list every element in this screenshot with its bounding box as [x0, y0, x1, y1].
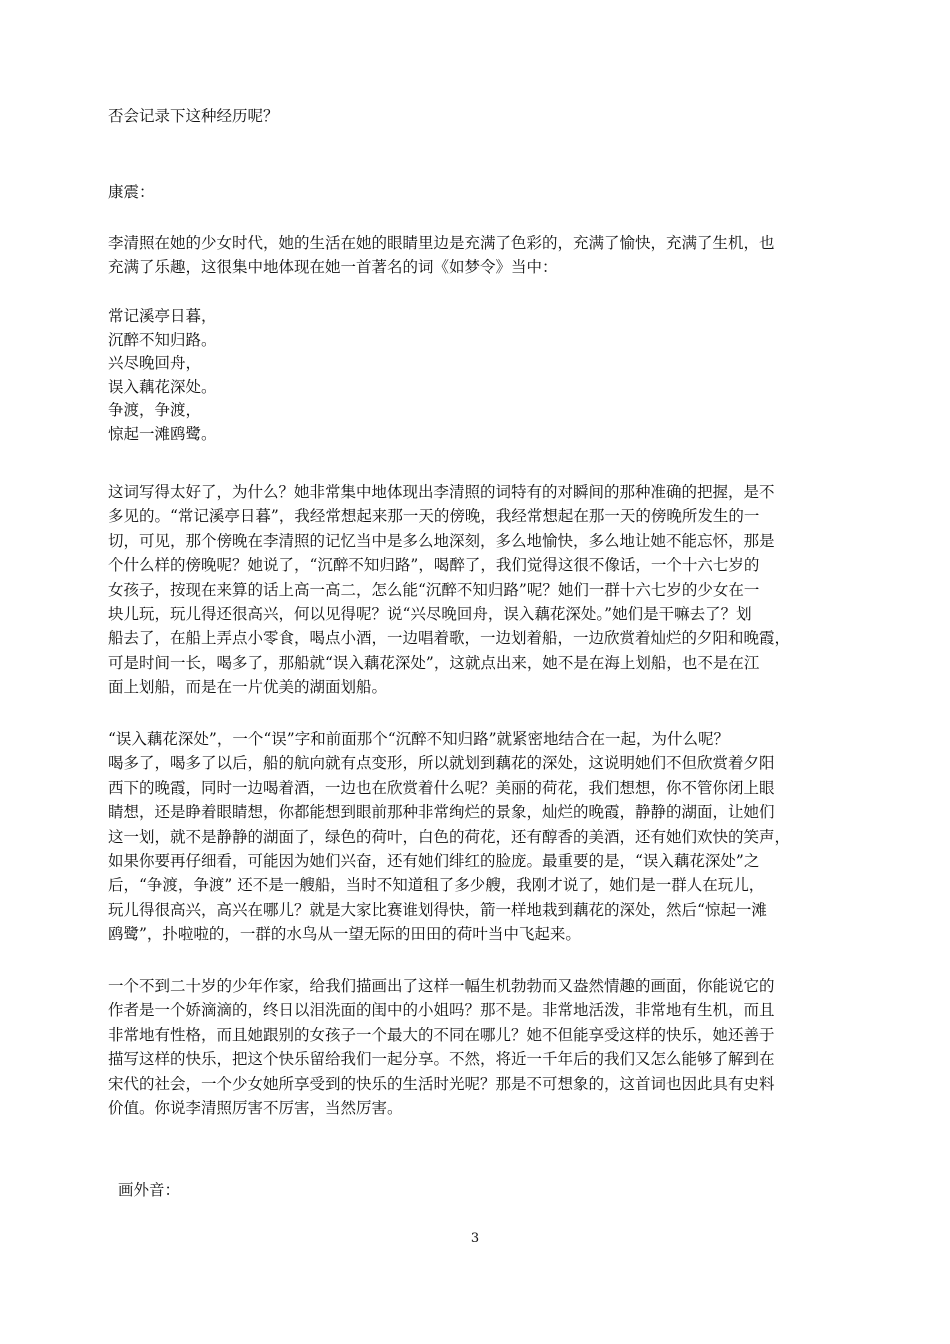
paragraph-line: 喝多了，喝多了以后，船的航向就有点变形，所以就划到藕花的深处，这说明她们不但欣赏着夕阳 [108, 754, 775, 773]
paragraph-line: 块儿玩，玩儿得还很高兴，何以见得呢？说“兴尽晚回舟，误入藕花深处。”她们是干嘛去了？划 [108, 604, 752, 623]
paragraph-line: 如果你要再仔细看，可能因为她们兴奋，还有她们绯红的脸庞。最重要的是，“误入藕花深处”之 [108, 851, 760, 870]
paragraph-line: 玩儿得很高兴，高兴在哪儿？就是大家比赛谁划得快，箭一样地栽到藕花的深处，然后“惊起一滩 [108, 900, 767, 919]
paragraph-2 [108, 480, 848, 700]
paragraph-line: 非常地有性格，而且她跟别的女孩子一个最大的不同在哪儿？她不但能享受这样的快乐，她还善于 [108, 1025, 775, 1044]
paragraph-line: 这词写得太好了，为什么？她非常集中地体现出李清照的词特有的对瞬间的那种准确的把握，是不 [108, 483, 775, 501]
paragraph-3 [108, 727, 848, 947]
paragraph-1 [108, 231, 848, 280]
paragraph-line: 描写这样的快乐，把这个快乐留给我们一起分享。不然，将近一千年后的我们又怎么能够了解到在 [108, 1050, 775, 1069]
poem-line: 兴尽晚回舟， [108, 354, 202, 373]
paragraph-line: 充满了乐趣，这很集中地体现在她一首著名的词《如梦令》当中： [108, 258, 558, 277]
paragraph-line: 作者是一个娇滴滴的，终日以泪洗面的闺中的小姐吗？那不是。非常地活泼，非常地有生机，而且 [108, 1001, 775, 1020]
paragraph-line: 宋代的社会，一个少女她所享受到的快乐的生活时光呢？那是不可想象的，这首词也因此具有史料 [108, 1074, 775, 1093]
paragraph-line: 后，“争渡，争渡” 还不是一艘船，当时不知道租了多少艘，我刚才说了，她们是一群人在玩儿， [108, 876, 765, 895]
paragraph-line: 个什么样的傍晚呢？她说了，“沉醉不知归路”，喝醉了，我们觉得这很不像话，一个十六七岁的 [108, 556, 760, 575]
paragraph-line: 女孩子，按现在来算的话上高一高二，怎么能“沉醉不知归路”呢？她们一群十六七岁的少女在一 [108, 580, 760, 599]
poem-line: 争渡，争渡， [108, 401, 202, 420]
paragraph-line: 一个不到二十岁的少年作家，给我们描画出了这样一幅生机勃勃而又盎然情趣的画面，你能说它的 [108, 977, 775, 995]
poem-ru-meng-ling [108, 305, 848, 447]
paragraph-line: 多见的。“常记溪亭日暮”，我经常想起来那一天的傍晚，我经常想起在那一天的傍晚所发生的一 [108, 507, 760, 526]
speaker-label-kang-zhen: 康震： [108, 183, 155, 201]
poem-line: 误入藕花深处。 [108, 377, 217, 396]
paragraph-line: “误入藕花深处”，一个“误”字和前面那个“沉醉不知归路”就紧密地结合在一起，为什么呢？ [108, 730, 730, 748]
poem-line: 惊起一滩鸥鹭。 [108, 424, 217, 443]
paragraph-4 [108, 974, 848, 1120]
speaker-label-voiceover: 画外音： [118, 1181, 181, 1199]
paragraph-line: 价值。你说李清照厉害不厉害，当然厉害。 [108, 1098, 403, 1117]
paragraph-line: 这一划，就不是静静的湖面了，绿色的荷叶，白色的荷花，还有醇香的美酒，还有她们欢快的笑声， [108, 827, 791, 846]
paragraph-line: 鸥鹭”，扑啦啦的，一群的水鸟从一望无际的田田的荷叶当中飞起来。 [108, 925, 581, 944]
page-number: 3 [470, 1231, 480, 1246]
poem-line: 沉醉不知归路。 [108, 330, 217, 349]
paragraph-line: 船去了，在船上弄点小零食，喝点小酒，一边唱着歌，一边划着船，一边欣赏着灿烂的夕阳和晚霞， [108, 629, 791, 648]
intro-line: 否会记录下这种经历呢？ [108, 107, 279, 125]
paragraph-line: 面上划船，而是在一片优美的湖面划船。 [108, 678, 388, 697]
paragraph-line: 西下的晚霞，同时一边喝着酒，一边也在欣赏着什么呢？美丽的荷花，我们想想，你不管你闭上眼 [108, 778, 775, 797]
paragraph-line: 李清照在她的少女时代，她的生活在她的眼睛里边是充满了色彩的，充满了愉快，充满了生机，也 [108, 234, 775, 252]
paragraph-line: 切，可见，那个傍晚在李清照的记忆当中是多么地深刻，多么地愉快，多么地让她不能忘怀，那是 [108, 531, 775, 550]
paragraph-line: 睛想，还是睁着眼睛想，你都能想到眼前那种非常绚烂的景象，灿烂的晚霞，静静的湖面，让她们 [108, 803, 775, 822]
paragraph-line: 可是时间一长，喝多了，那船就“误入藕花深处”，这就点出来，她不是在海上划船，也不是在江 [108, 653, 760, 672]
poem-line: 常记溪亭日暮， [108, 307, 217, 325]
